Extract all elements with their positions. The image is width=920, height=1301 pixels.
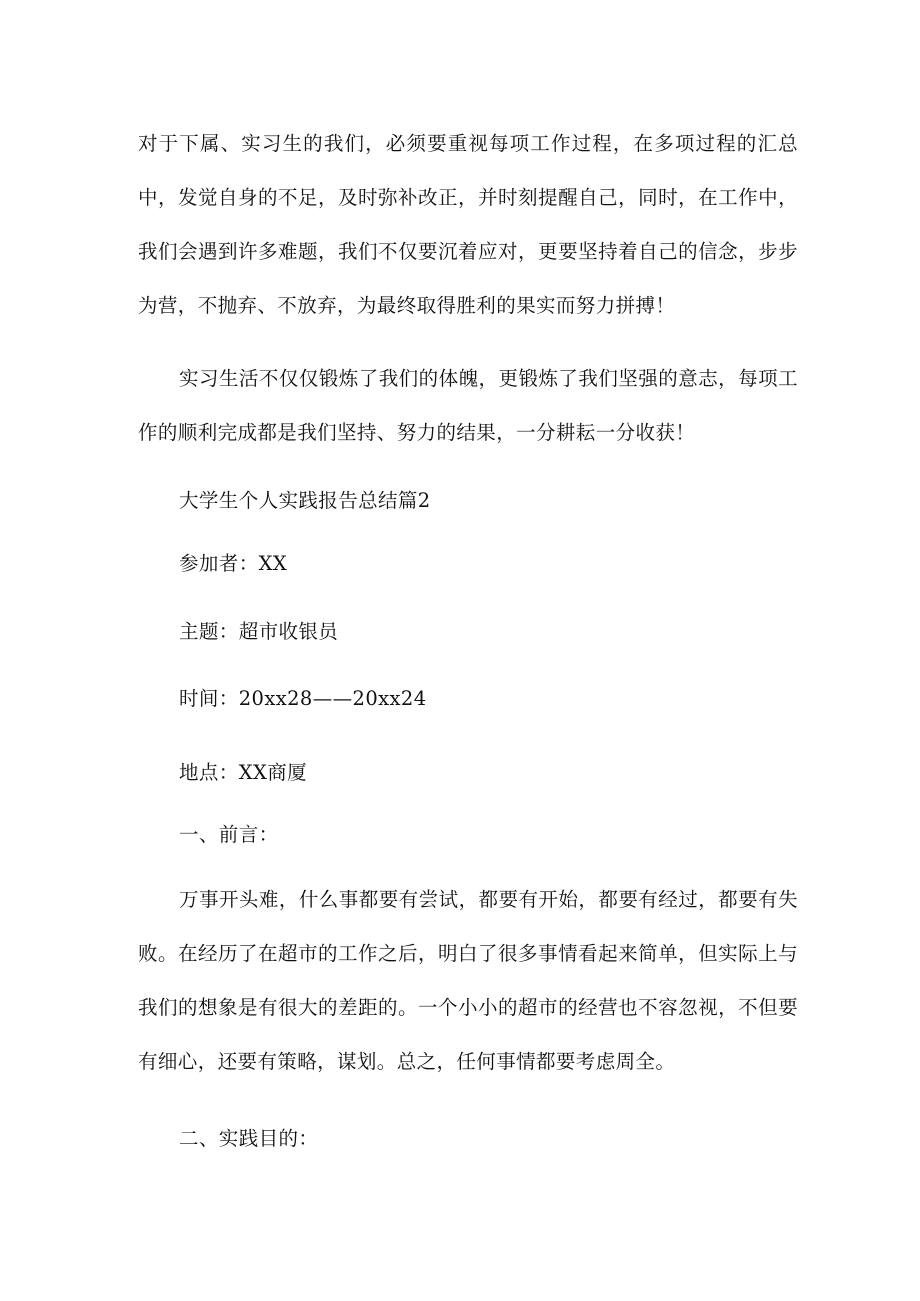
theme-line: 主题：超市收银员 bbox=[179, 620, 339, 643]
time-line: 时间：20xx28——20xx24 bbox=[179, 687, 427, 710]
heading-preface: 一、前言： bbox=[179, 823, 279, 846]
section-title: 大学生个人实践报告总结篇2 bbox=[179, 489, 431, 512]
paragraph-preface-body: 万事开头难，什么事都要有尝试，都要有开始，都要有经过，都要有失败。在经历了在超市的工作之后，明白了很多事情看起来简单，但实际上与我们的想象是有很大的差距的。一个小小的超市的经营也不容忽视，不但要有细心，还要有策略，谋划。总之，任何事情都要考虑周全。 bbox=[138, 888, 798, 1073]
heading-practice-purpose: 二、实践目的： bbox=[179, 1127, 319, 1150]
location-line: 地点：XX商厦 bbox=[179, 761, 308, 784]
paragraph-intro-conclusion: 对于下属、实习生的我们，必须要重视每项工作过程，在多项过程的汇总中，发觉自身的不足，及时弥补改正，并时刻提醒自己，同时，在工作中，我们会遇到许多难题，我们不仅要沉着应对，更要坚持着自己的信念，步步为营，不抛弃、不放弃，为最终取得胜利的果实而努力拼搏！ bbox=[138, 132, 798, 317]
participant-line: 参加者：XX bbox=[179, 552, 288, 575]
paragraph-internship-summary: 实习生活不仅仅锻炼了我们的体魄，更锻炼了我们坚强的意志，每项工作的顺利完成都是我们坚持、努力的结果，一分耕耘一分收获！ bbox=[138, 367, 798, 444]
